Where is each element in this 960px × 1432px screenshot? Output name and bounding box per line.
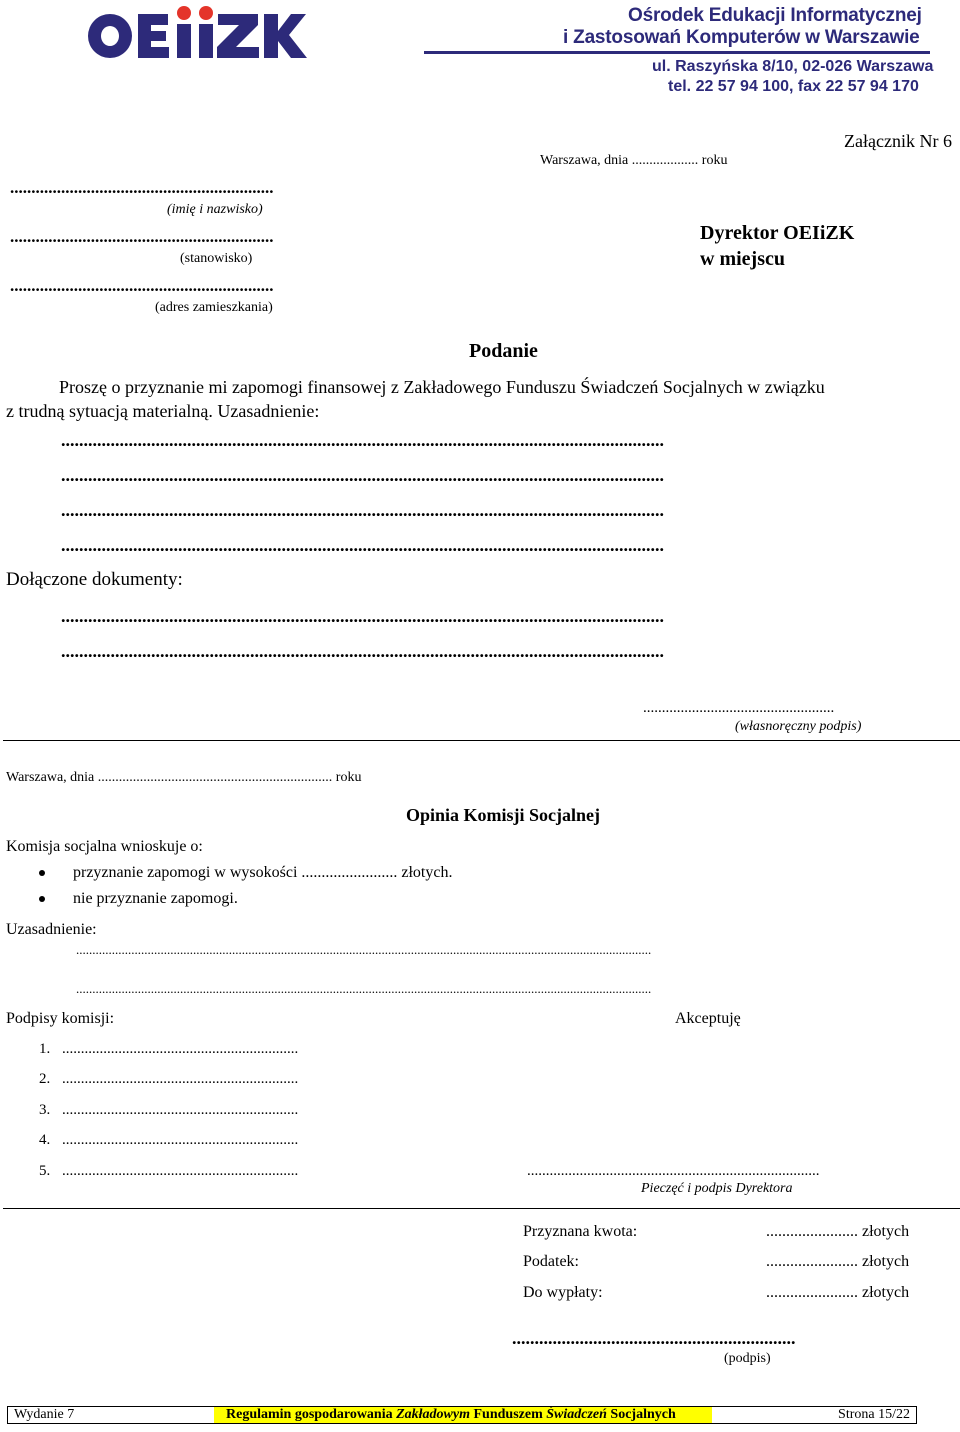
tax-field[interactable]: ....................... złotych <box>766 1253 910 1270</box>
application-title: Podanie <box>469 340 538 362</box>
member-1 <box>39 1041 298 1058</box>
opinion-date-line <box>6 770 361 786</box>
opinion-justification-line-2[interactable]: ................................................................................................................................................................................. <box>76 981 652 996</box>
member-number: 3. <box>39 1102 51 1118</box>
payout-signature-field[interactable]: ............................................................... <box>512 1328 796 1348</box>
opinion-date-suffix: roku <box>335 770 362 785</box>
date-line <box>540 153 727 169</box>
member-number: 4. <box>39 1132 51 1148</box>
attachments-line-1[interactable]: ...................................................................................................................................... <box>61 606 664 626</box>
bullet-icon <box>39 870 45 876</box>
attachments-line-2[interactable]: ...................................................................................................................................... <box>61 641 664 661</box>
opinion-intro: Komisja socjalna wnioskuje o: <box>6 838 203 855</box>
committee-signatures-label: Podpisy komisji: <box>6 1010 115 1027</box>
justification-line-4[interactable]: ...................................................................................................................................... <box>61 535 664 555</box>
institution-phone-fax: tel. 22 57 94 100, fax 22 57 94 170 <box>668 78 919 95</box>
member-signature-field[interactable]: ............................................................... <box>62 1132 299 1148</box>
name-field[interactable]: .............................................................. <box>10 178 274 197</box>
application-body-line-1: Proszę o przyznanie mi zapomogi finansowej z Zakładowego Funduszu Świadczeń Socjalnych w związku <box>59 377 825 397</box>
opinion-justification-label: Uzasadnienie: <box>6 921 97 938</box>
institution-line-1: Ośrodek Edukacji Informatycznej <box>628 5 922 26</box>
justification-line-3[interactable]: ...................................................................................................................................... <box>61 500 664 520</box>
annex-number: Załącznik Nr 6 <box>844 131 952 151</box>
payout-signature-label: (podpis) <box>724 1351 771 1366</box>
member-signature-field[interactable]: ............................................................... <box>62 1041 299 1057</box>
member-signature-field[interactable]: ............................................................... <box>62 1163 299 1179</box>
header-divider <box>424 51 930 54</box>
member-2 <box>39 1071 298 1088</box>
recipient-line-2: w miejscu <box>700 248 785 270</box>
payout-label: Do wypłaty: <box>523 1284 603 1301</box>
member-number: 5. <box>39 1163 51 1179</box>
granted-amount-field[interactable]: ....................... złotych <box>766 1223 910 1240</box>
application-body-line-2: z trudną sytuacją materialną. Uzasadnienie: <box>6 401 320 421</box>
tax-label: Podatek: <box>523 1253 579 1270</box>
date-suffix: roku <box>701 153 728 168</box>
page-number: Strona 15/22 <box>838 1407 910 1422</box>
address-label: (adres zamieszkania) <box>155 300 273 315</box>
page-footer <box>7 1406 917 1424</box>
position-field[interactable]: .............................................................. <box>10 227 274 246</box>
director-signature-field[interactable]: .............................................................................. <box>527 1163 820 1179</box>
date-field[interactable]: ................... <box>631 153 699 168</box>
member-3 <box>39 1102 298 1119</box>
member-number: 1. <box>39 1041 51 1057</box>
date-label: Warszawa, dnia <box>540 153 629 168</box>
granted-amount-label: Przyznana kwota: <box>523 1223 638 1240</box>
opinion-justification-line-1[interactable]: ................................................................................................................................................................................. <box>76 942 652 957</box>
section-divider-2 <box>3 1208 960 1209</box>
justification-line-1[interactable]: ...................................................................................................................................... <box>61 430 664 450</box>
justification-line-2[interactable]: ...................................................................................................................................... <box>61 465 664 485</box>
option-grant: przyznanie zapomogi w wysokości ........................ złotych. <box>73 864 453 881</box>
regulation-title: Regulamin gospodarowania Zakładowym Funduszem Świadczeń Socjalnych <box>214 1407 712 1423</box>
edition-label: Wydanie 7 <box>14 1407 75 1422</box>
member-signature-field[interactable]: ............................................................... <box>62 1071 299 1087</box>
member-4 <box>39 1132 298 1149</box>
accept-label: Akceptuję <box>675 1010 741 1027</box>
director-signature-label: Pieczęć i podpis Dyrektora <box>641 1181 793 1196</box>
position-label: (stanowisko) <box>180 251 253 266</box>
address-field[interactable]: .............................................................. <box>10 276 274 295</box>
signature-field[interactable]: ................................................... <box>643 700 835 716</box>
institution-line-2: i Zastosowań Komputerów w Warszawie <box>563 27 920 48</box>
opinion-date-field[interactable]: ................................................................... <box>97 770 333 785</box>
bullet-icon <box>39 896 45 902</box>
payout-field[interactable]: ....................... złotych <box>766 1284 910 1301</box>
option-deny: nie przyznanie zapomogi. <box>73 890 238 907</box>
member-5 <box>39 1163 298 1180</box>
recipient-line-1: Dyrektor OEIiZK <box>700 222 855 244</box>
attachments-label: Dołączone dokumenty: <box>6 569 183 590</box>
oeiizk-logo <box>84 4 308 62</box>
member-signature-field[interactable]: ............................................................... <box>62 1102 299 1118</box>
opinion-title: Opinia Komisji Socjalnej <box>406 805 601 825</box>
section-divider-1 <box>3 740 960 741</box>
name-label: (imię i nazwisko) <box>167 202 263 217</box>
institution-address: ul. Raszyńska 8/10, 02-026 Warszawa <box>652 58 934 75</box>
signature-label: (własnoręczny podpis) <box>735 719 862 734</box>
opinion-date-label: Warszawa, dnia <box>6 770 95 785</box>
member-number: 2. <box>39 1071 51 1087</box>
